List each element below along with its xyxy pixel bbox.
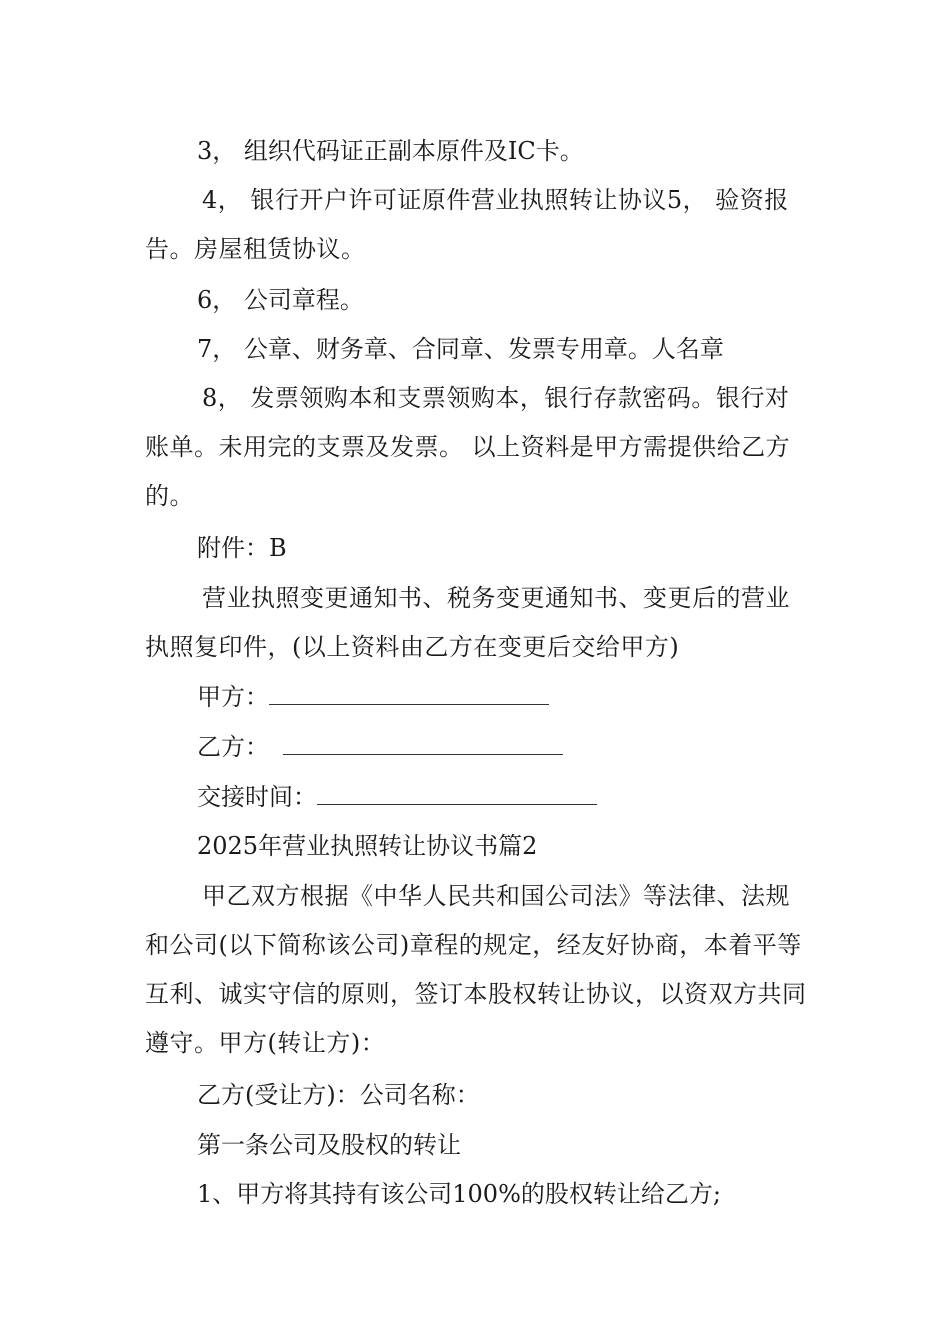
handover-time-label: 交接时间：: [197, 783, 317, 811]
list-item-4: 4， 银行开户许可证原件营业执照转让协议5， 验资报告。房屋租赁协议。: [145, 186, 789, 263]
section-title: 2025年营业执照转让协议书篇2: [197, 832, 538, 860]
attachment-label: 附件：B: [197, 534, 287, 562]
attachment-text: 营业执照变更通知书、税务变更通知书、变更后的营业执照复印件，(以上资料由乙方在变更后交给甲方): [145, 584, 790, 661]
handover-time-line: [197, 773, 597, 822]
list-item-3: 3， 组织代码证正副本原件及IC卡。: [197, 137, 584, 165]
party-b-signature-line: [197, 723, 563, 772]
list-item-8: 8， 发票领购本和支票领购本，银行存款密码。银行对账单。未用完的支票及发票。 以上资料是甲方需提供给乙方的。: [145, 384, 791, 510]
list-item-7: 7， 公章、财务章、合同章、发票专用章。人名章: [197, 335, 724, 363]
list-item-6: 6， 公司章程。: [197, 286, 364, 314]
article-1-title: 第一条公司及股权的转让: [197, 1131, 461, 1159]
party-a-blank: [269, 676, 549, 705]
party-b-blank: [283, 726, 563, 755]
party-a-label: 甲方：: [197, 683, 269, 711]
handover-time-blank: [317, 776, 597, 805]
party-a-signature-line: [197, 673, 549, 722]
party-b-info: 乙方(受让方)：公司名称：: [197, 1081, 480, 1109]
party-b-label: 乙方：: [197, 733, 269, 761]
article-1-item-1: 1、甲方将其持有该公司100%的股权转让给乙方;: [197, 1180, 721, 1208]
intro-paragraph: 甲乙双方根据《中华人民共和国公司法》等法律、法规和公司(以下简称该公司)章程的规定，经友好协商，本着平等互利、诚实守信的原则，签订本股权转让协议，以资双方共同遵守。甲方(转让方)：: [145, 882, 807, 1057]
